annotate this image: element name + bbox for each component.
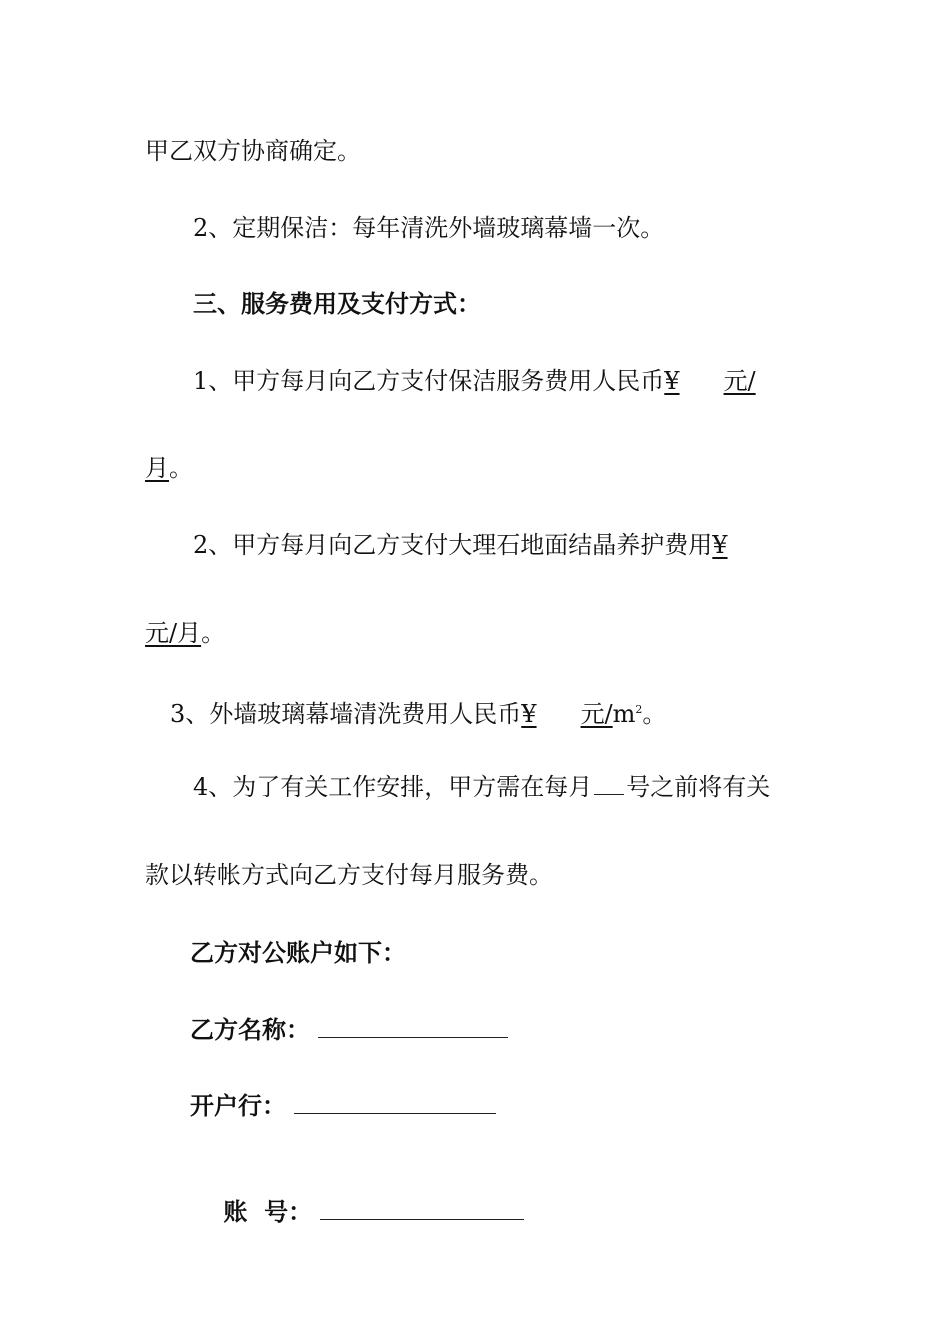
bank-row: [190, 1091, 496, 1121]
clause-2-marble-fee: [193, 530, 728, 560]
label-bank: 开户行：: [190, 1092, 286, 1120]
clause-2-periodic-cleaning: [193, 213, 664, 243]
unit-month: 月: [145, 454, 169, 482]
period: 。: [169, 454, 193, 482]
unit-text: 元/: [723, 367, 756, 395]
account-name-row: [190, 1015, 508, 1045]
paragraph-continuation: [145, 136, 361, 166]
text-l8a: 3、外墙玻璃幕墙清洗费用人民币: [170, 700, 522, 728]
clause-1-continuation: [145, 453, 193, 483]
day-blank: [594, 772, 624, 795]
clause-3-glass-cleaning-fee: [170, 695, 666, 729]
text-l6a: 2、甲方每月向乙方支付大理石地面结晶养护费用: [193, 531, 713, 559]
text-l1: 甲乙双方协商确定。: [145, 137, 361, 165]
clause-4-continuation: [145, 860, 553, 890]
text-l9b: 号之前将有关: [626, 773, 771, 801]
unit-yuan-month: 元/月: [145, 619, 202, 647]
bank-blank: [294, 1091, 496, 1114]
yuan-sign: ¥: [521, 700, 537, 728]
unit-m: m: [612, 700, 636, 728]
text-l3: 三、服务费用及支付方式：: [193, 290, 481, 318]
text-l2: 2、定期保洁：每年清洗外墙玻璃幕墙一次。: [193, 214, 665, 242]
label-account-number: 账 号：: [223, 1198, 313, 1226]
text-l9a: 4、为了有关工作安排，甲方需在每月: [193, 773, 593, 801]
text-l4a: 1、甲方每月向乙方支付保洁服务费用人民币: [193, 367, 665, 395]
fee-blank-1: [664, 367, 755, 395]
account-name-blank: [318, 1015, 508, 1038]
section-heading-fees: [193, 289, 481, 319]
account-number-row: [190, 1167, 524, 1257]
label-account-name: 乙方名称：: [190, 1016, 310, 1044]
unit-superscript: 2: [635, 703, 643, 716]
period: 。: [201, 619, 226, 647]
account-number-blank: [320, 1197, 524, 1220]
clause-2-continuation: [145, 618, 225, 648]
text-l11: 乙方对公账户如下：: [190, 939, 406, 967]
unit-text: 元/: [580, 700, 613, 728]
period: 。: [642, 700, 667, 728]
clause-4-payment-date: [193, 772, 770, 802]
text-l10: 款以转帐方式向乙方支付每月服务费。: [145, 861, 553, 889]
account-heading: [190, 938, 406, 968]
clause-1-cleaning-fee: [193, 366, 756, 396]
yuan-sign: ¥: [712, 531, 728, 559]
fee-blank-3: [521, 700, 612, 728]
yuan-sign: ¥: [664, 367, 680, 395]
